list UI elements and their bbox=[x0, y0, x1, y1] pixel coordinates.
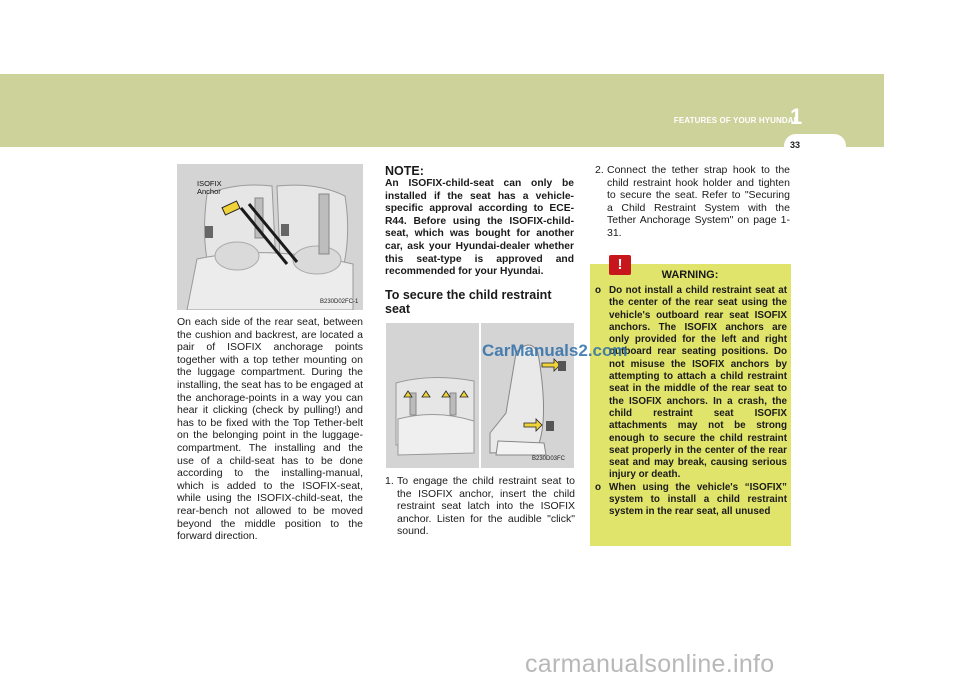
warning-icon: ! bbox=[609, 255, 631, 275]
warning-item-text: When using the vehicle's “ISOFIX” system to install a child restraint system in the rear seat, all unused bbox=[609, 481, 787, 518]
warning-list bbox=[595, 285, 787, 519]
note-heading: NOTE: bbox=[385, 164, 424, 178]
page-number: 33 bbox=[790, 140, 801, 150]
figure1-code: B230D02FC-1 bbox=[320, 299, 359, 305]
warning-bullet: o bbox=[595, 481, 602, 493]
watermark-top: CarManuals2.com bbox=[482, 341, 628, 360]
warning-title: WARNING: bbox=[661, 269, 719, 281]
step-1 bbox=[385, 475, 575, 538]
isofix-anchor-label: ISOFIX Anchor bbox=[197, 179, 222, 196]
header-band bbox=[0, 74, 884, 147]
warning-item bbox=[595, 285, 787, 482]
isofix-description: On each side of the rear seat, between the cushion and backrest, are located a pair of ISOFIX anchorage points together with a top tether mounting on the luggage compartment. During the installing, the seat has to be engaged at the anchorage-points in a way you can hear it clicking (check by pulling!) and has to be fixed with the Top Tether-belt on the belonging point in the luggage-compartment. The installing and the use of a child-seat has to be done according to the installing-manual, which is added to the ISOFIX-seat, while using the ISOFIX-child-seat, the rear-bench not allowed to be moved beyond the middle position to the forward direction. bbox=[177, 316, 363, 543]
middle-column bbox=[385, 164, 574, 316]
step-2-text: Connect the tether strap hook to the child restraint hook holder and tighten to secure the seat. Refer to "Securing a Child Restraint System with the Tether Anchorage System" on page 1-31. bbox=[607, 164, 790, 239]
warning-bullet: o bbox=[595, 285, 602, 296]
warning-item-text: Do not install a child restraint seat at the center of the rear seat using the vehicle's outboard rear seat ISOFIX anchors. The ISOFIX anchors are only provided for the left and right outboard rear seating positions. Do not misuse the ISOFIX anchors by attempting to attach a child restraint seat in the middle of the rear seat to the ISOFIX anchors. In a crash, the child restraint seat ISOFIX attachments may not be strong enough to secure the child restraint seat properly in the center of the rear seat and may break, causing serious injury or death. bbox=[609, 285, 787, 481]
step-2 bbox=[595, 164, 790, 240]
step-2-number: 2. bbox=[595, 164, 604, 176]
watermark-bottom: carmanualsonline.info bbox=[525, 650, 775, 678]
chapter-title: FEATURES OF YOUR HYUNDAI bbox=[673, 116, 796, 125]
step-1-text: To engage the child restraint seat to the ISOFIX anchor, insert the child restraint seat latch into the ISOFIX anchor. Listen for the audible "click" sound. bbox=[397, 475, 575, 538]
isofix-anchor-figure bbox=[177, 164, 363, 310]
chapter-number: 1 bbox=[790, 104, 803, 129]
section-subheading: To secure the child restraint seat bbox=[385, 287, 552, 316]
note-text: An ISOFIX-child-seat can only be installed if the seat has a vehicle-specific approval according to ECE-R44. Before using the ISOFIX-child-seat, which was bought for another car, ask your Hyundai-dealer whether this seat-type is approved and recommended for your Hyundai. bbox=[385, 178, 574, 278]
step-1-number: 1. bbox=[385, 475, 394, 487]
warning-item bbox=[595, 482, 787, 519]
figure2-code: B230D03FC bbox=[532, 456, 566, 462]
